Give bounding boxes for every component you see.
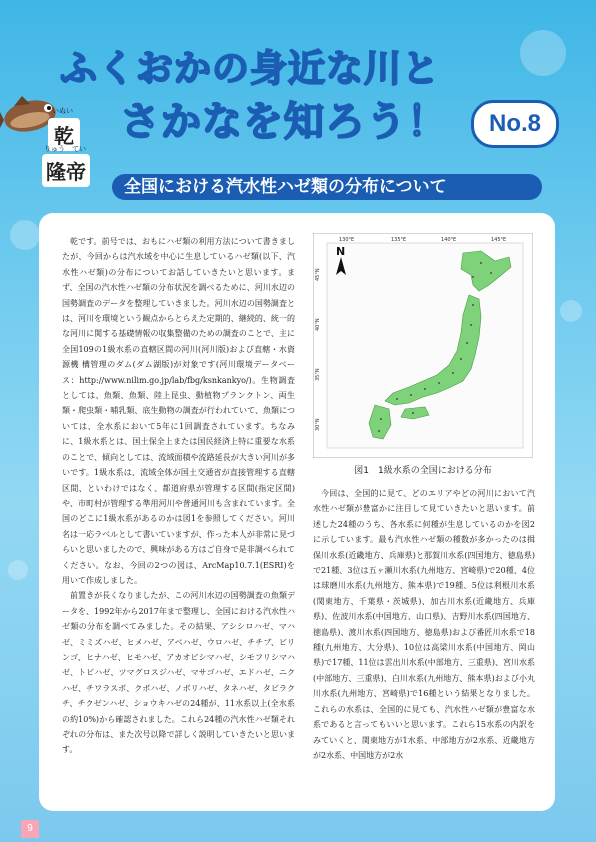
japan-river-map [313,233,533,458]
background-bubble [8,560,28,580]
figure-caption: 図1 1級水系の全国における分布 [354,466,492,476]
lon-label: 135°E [391,237,407,243]
lat-label: 35°N [315,368,321,381]
issue-number-badge: No.8 [471,100,559,148]
lat-label: 30°N [315,418,321,431]
title-line-2: さかなを知ろう！ [120,99,448,145]
body-left-column [62,234,295,758]
title-line-1: ふくおかの身近な川と [60,47,440,90]
page-number: 9 [21,820,39,838]
lon-label: 145°E [491,237,507,243]
lon-label: 140°E [441,237,457,243]
paragraph: 乾です。前号では、おもにハゼ類の利用方法について書きましたが、今回からは汽水域を中心に生息しているハゼ類(以下、汽水性ハゼ類)の分布についてお話していきたいと思います。まず、全国の汽水性ハゼ類の分布状況を調べるために、河川水辺の国勢調査のデータを整理していきました。河川水辺の国勢調査とは、河川を環境という観点からとらえた定期的、継続的、統一的な河川に関する基礎情報の収集整備のための調査のことで、主に全国109の1級水系の直轄区間の河川(河川版)および直轄・水資源機 構管理のダム(ダム湖版)が対象です(河川環境データベース：http://www.nilim.go.jp/lab/fbg/ksnkankyo/)。生物調査としては、魚類、魚類、陸上昆虫、動植物プランクトン、両生類・爬虫類・哺乳類、底生動物の調査が行われていて、魚類については、全水系において5年に1回調査されています。ちなみに、1級水系とは、国土保全上または国民経済上特に重要な水系のことで、傾向としては、流域面積や流路延長が大きい河川が多いです。1級水系は、流域全体が国土交通省が直接管理する直轄区間、といわけではなく、都道府県が管理する区間(指定区間)や、市町村が管理する準用河川や普通河川も含まれています。全国のどこに1級水系があるのかは図1を参照してください。河川名は一応ラベルとして書いていますが、作った本人が非常に見づらいと思いましたので、興味がある方はご自身で是非調べられてください。なお、今回の2つの図は、ArcMap10.7.1(ESRI)を用いて作成しました。 [62,237,295,585]
lat-label: 45°N [315,268,321,281]
lon-label: 130°E [339,237,355,243]
background-bubble [520,30,566,76]
body-right-column [313,486,535,763]
background-bubble [560,300,582,322]
author-first-name: 乾 [48,118,80,151]
article-subtitle: 全国における汽水性ハゼ類の分布について [112,174,542,200]
north-label: N [336,245,346,258]
paragraph: 前置きが長くなりましたが、この河川水辺の国勢調査の魚類データを、1992年から2017年まで整理し、全国における汽水性ハゼ類の分布を調べてみました。その結果、アシシロハゼ、マハゼ、ミミズハゼ、ヒメハゼ、アベハゼ、ウロハゼ、チチブ、ビリンゴ、ヒナハゼ、ヒモハゼ、アカオビシマハゼ、シモフリシマハゼ、トビハゼ、ツマグロスジハゼ、マサゴハゼ、エドハゼ、ニクハゼ、チワラスボ、クボハゼ、ノボリハゼ、タネハゼ、タビラクチ、チクゼンハゼ、ショウキハゼの24種が、11水系以上(全水系の約10%)から確認されました。これら24種の汽水性ハゼ類それぞれの分布は、また次号以降で詳しく説明していきたいと思います。 [62,591,295,755]
background-bubble [10,220,40,250]
author-ruby-first: いぬい [52,107,73,115]
paragraph: 今回は、全国的に見て、どのエリアやどの河川において汽水性ハゼ類が豊富かに注目して見ていきたいと思います。前述した24種のうち、各水系に何種が生息しているのかを図2に示しています。最も汽水性ハゼ類の種数が多かったのは揖保川水系(近畿地方、兵庫県)と那賀川水系(四国地方、徳島県)で21種、3位は五ヶ瀬川水系(九州地方、宮崎県)で20種、4位は球磨川水系(九州地方、熊本県)で19種、5位は利根川水系(関東地方、千葉県・茨城県)、加古川水系(近畿地方、兵庫県)、佐波川水系(中国地方、山口県)、吉野川水系(四国地方、徳島県)、渡川水系(四国地方、徳島県)および番匠川水系で18種(九州地方、大分県)、10位は高梁川水系(中国地方、岡山県)で17種、11位は雲出川水系(中部地方、三重県)、宮川水系(中部地方、三重県)、白川水系(九州地方、熊本県)および小丸川水系(九州地方、宮崎県)で16種という結果となりました。これらの水系は、全国的に見ても、汽水性ハゼ類が豊富な水系であると言ってもいいと思います。これら15水系の内訳をみていくと、関東地方が1水系、中部地方が2水系、近畿地方が2水系、中国地方が2水 [313,489,535,760]
author-last-name: 隆帝 [42,154,90,187]
author-ruby-last-1: りゅう [44,145,65,153]
lat-label: 40°N [315,318,321,331]
author-ruby-last-2: てい [72,145,86,153]
author-name [36,104,106,184]
